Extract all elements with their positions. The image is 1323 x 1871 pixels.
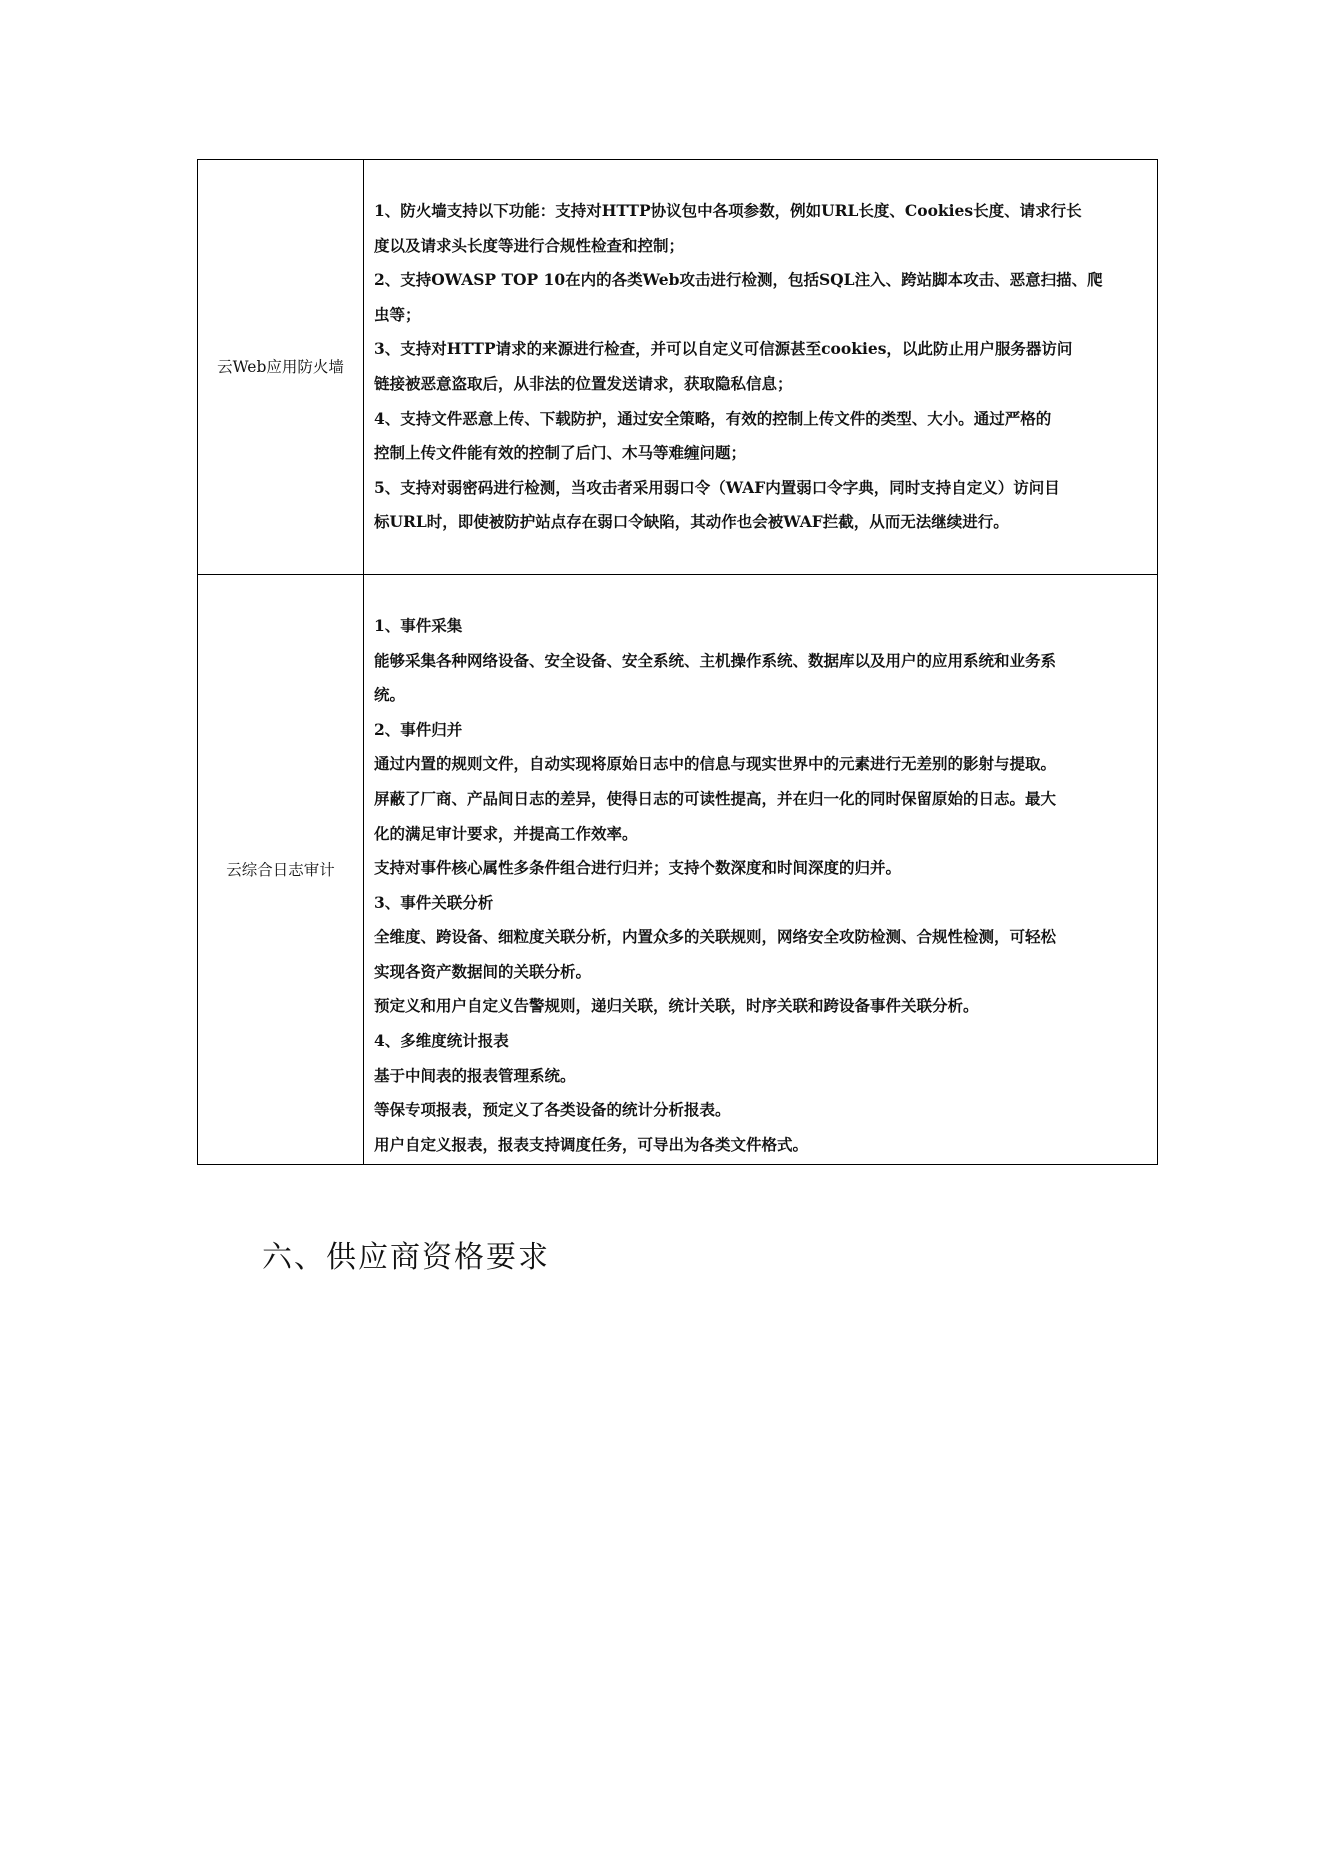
description-line: 3、支持对HTTP请求的来源进行检查，并可以自定义可信源甚至cookies，以此防止用户服务器访问 xyxy=(374,339,1073,359)
description-line: 1、事件采集 xyxy=(374,615,463,635)
description-line: 度以及请求头长度等进行合规性检查和控制； xyxy=(374,235,685,255)
description-line: 等保专项报表，预定义了各类设备的统计分析报表。 xyxy=(374,1100,731,1120)
item-name: 云Web应用防火墙 xyxy=(217,357,344,376)
item-description-cell xyxy=(364,574,1158,1165)
item-name-cell xyxy=(198,574,364,1165)
description-line: 基于中间表的报表管理系统。 xyxy=(374,1065,576,1085)
description-line: 5、支持对弱密码进行检测，当攻击者采用弱口令（WAF内置弱口令字典，同时支持自定义）访问目 xyxy=(374,477,1060,497)
description-line: 2、支持OWASP TOP 10在内的各类Web攻击进行检测，包括SQL注入、跨站脚本攻击、恶意扫描、爬 xyxy=(374,270,1103,290)
description-line: 链接被恶意盗取后，从非法的位置发送请求，获取隐私信息； xyxy=(374,373,793,393)
table-row-log-audit xyxy=(198,574,1158,1165)
description-line: 2、事件归并 xyxy=(374,719,463,739)
item-description-cell xyxy=(364,160,1158,575)
description-line: 化的满足审计要求，并提高工作效率。 xyxy=(374,823,638,843)
description-line: 预定义和用户自定义告警规则，递归关联，统计关联，时序关联和跨设备事件关联分析。 xyxy=(374,996,979,1016)
description-line: 3、事件关联分析 xyxy=(374,892,494,912)
description-line: 虫等； xyxy=(374,304,421,324)
spec-table xyxy=(197,159,1158,1165)
description-line: 支持对事件核心属性多条件组合进行归并；支持个数深度和时间深度的归并。 xyxy=(374,858,902,878)
description-line: 通过内置的规则文件，自动实现将原始日志中的信息与现实世界中的元素进行无差别的影射与提取。 xyxy=(374,754,1057,774)
description-line: 4、支持文件恶意上传、下载防护，通过安全策略，有效的控制上传文件的类型、大小。通过严格的 xyxy=(374,408,1052,428)
description-line: 能够采集各种网络设备、安全设备、安全系统、主机操作系统、数据库以及用户的应用系统和业务系 xyxy=(374,650,1057,670)
description-line: 统。 xyxy=(374,685,406,705)
description-line: 标URL时，即使被防护站点存在弱口令缺陷，其动作也会被WAF拦截，从而无法继续进行。 xyxy=(374,512,1009,532)
description-line: 实现各资产数据间的关联分析。 xyxy=(374,961,592,981)
table-row-waf xyxy=(198,160,1158,575)
description-line: 4、多维度统计报表 xyxy=(374,1031,509,1051)
description-line: 控制上传文件能有效的控制了后门、木马等难缠问题； xyxy=(374,443,747,463)
description-line: 全维度、跨设备、细粒度关联分析，内置众多的关联规则，网络安全攻防检测、合规性检测，可轻松 xyxy=(374,927,1057,947)
description-line: 1、防火墙支持以下功能：支持对HTTP协议包中各项参数，例如URL长度、Cookies长度、请求行长 xyxy=(374,201,1082,220)
section-heading: 六、供应商资格要求 xyxy=(262,1240,550,1275)
item-name: 云综合日志审计 xyxy=(226,860,335,879)
description-line: 屏蔽了厂商、产品间日志的差异，使得日志的可读性提高，并在归一化的同时保留原始的日志。最大 xyxy=(374,788,1057,808)
item-name-cell xyxy=(198,160,364,575)
description-line: 用户自定义报表，报表支持调度任务，可导出为各类文件格式。 xyxy=(374,1134,809,1154)
